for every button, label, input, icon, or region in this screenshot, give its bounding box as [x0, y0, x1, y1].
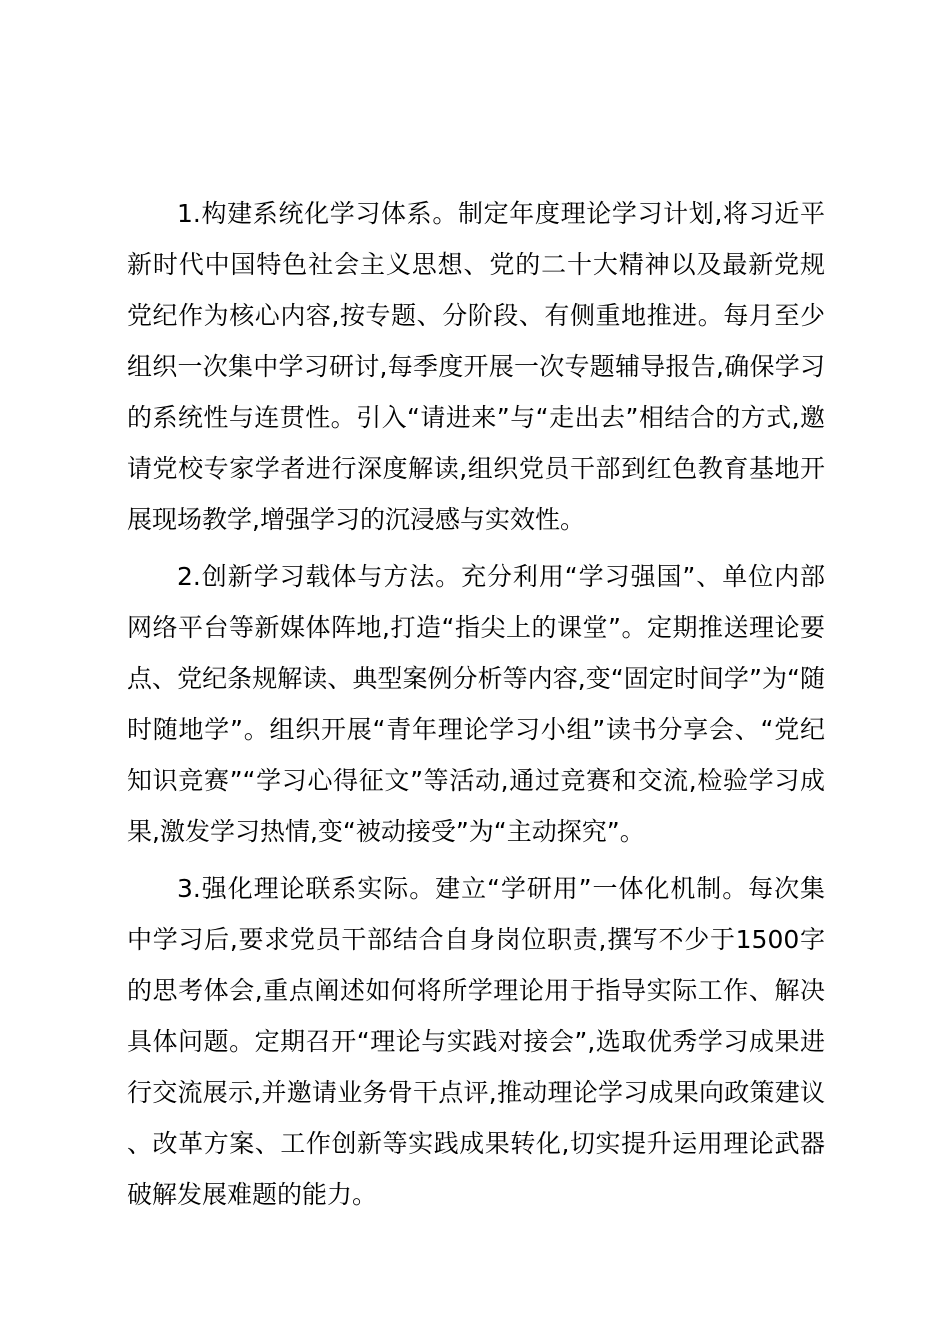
paragraph-1: 1.构建系统化学习体系。制定年度理论学习计划,将习近平新时代中国特色社会主义思想、党的二十大精神以及最新党规党纪作为核心内容,按专题、分阶段、有侧重地推进。每月至少组织一次集中学习研讨,每季度开展一次专题辅导报告,确保学习的系统性与连贯性。引入“请进来”与“走出去”相结合的方式,邀请党校专家学者进行深度解读,组织党员干部到红色教育基地开展现场教学,增强学习的沉浸感与实效性。: [127, 199, 825, 534]
paragraph-3: 3.强化理论联系实际。建立“学研用”一体化机制。每次集中学习后,要求党员干部结合自身岗位职责,撰写不少于1500字的思考体会,重点阐述如何将所学理论用于指导实际工作、解决具体问题。定期召开“理论与实践对接会”,选取优秀学习成果进行交流展示,并邀请业务骨干点评,推动理论学习成果向政策建议、改革方案、工作创新等实践成果转化,切实提升运用理论武器破解发展难题的能力。: [127, 874, 825, 1209]
document-page: [127, 188, 825, 1226]
paragraph-2: 2.创新学习载体与方法。充分利用“学习强国”、单位内部网络平台等新媒体阵地,打造“指尖上的课堂”。定期推送理论要点、党纪条规解读、典型案例分析等内容,变“固定时间学”为“随时随地学”。组织开展“青年理论学习小组”读书分享会、“党纪知识竞赛”“学习心得征文”等活动,通过竞赛和交流,检验学习成果,激发学习热情,变“被动接受”为“主动探究”。: [127, 562, 825, 846]
